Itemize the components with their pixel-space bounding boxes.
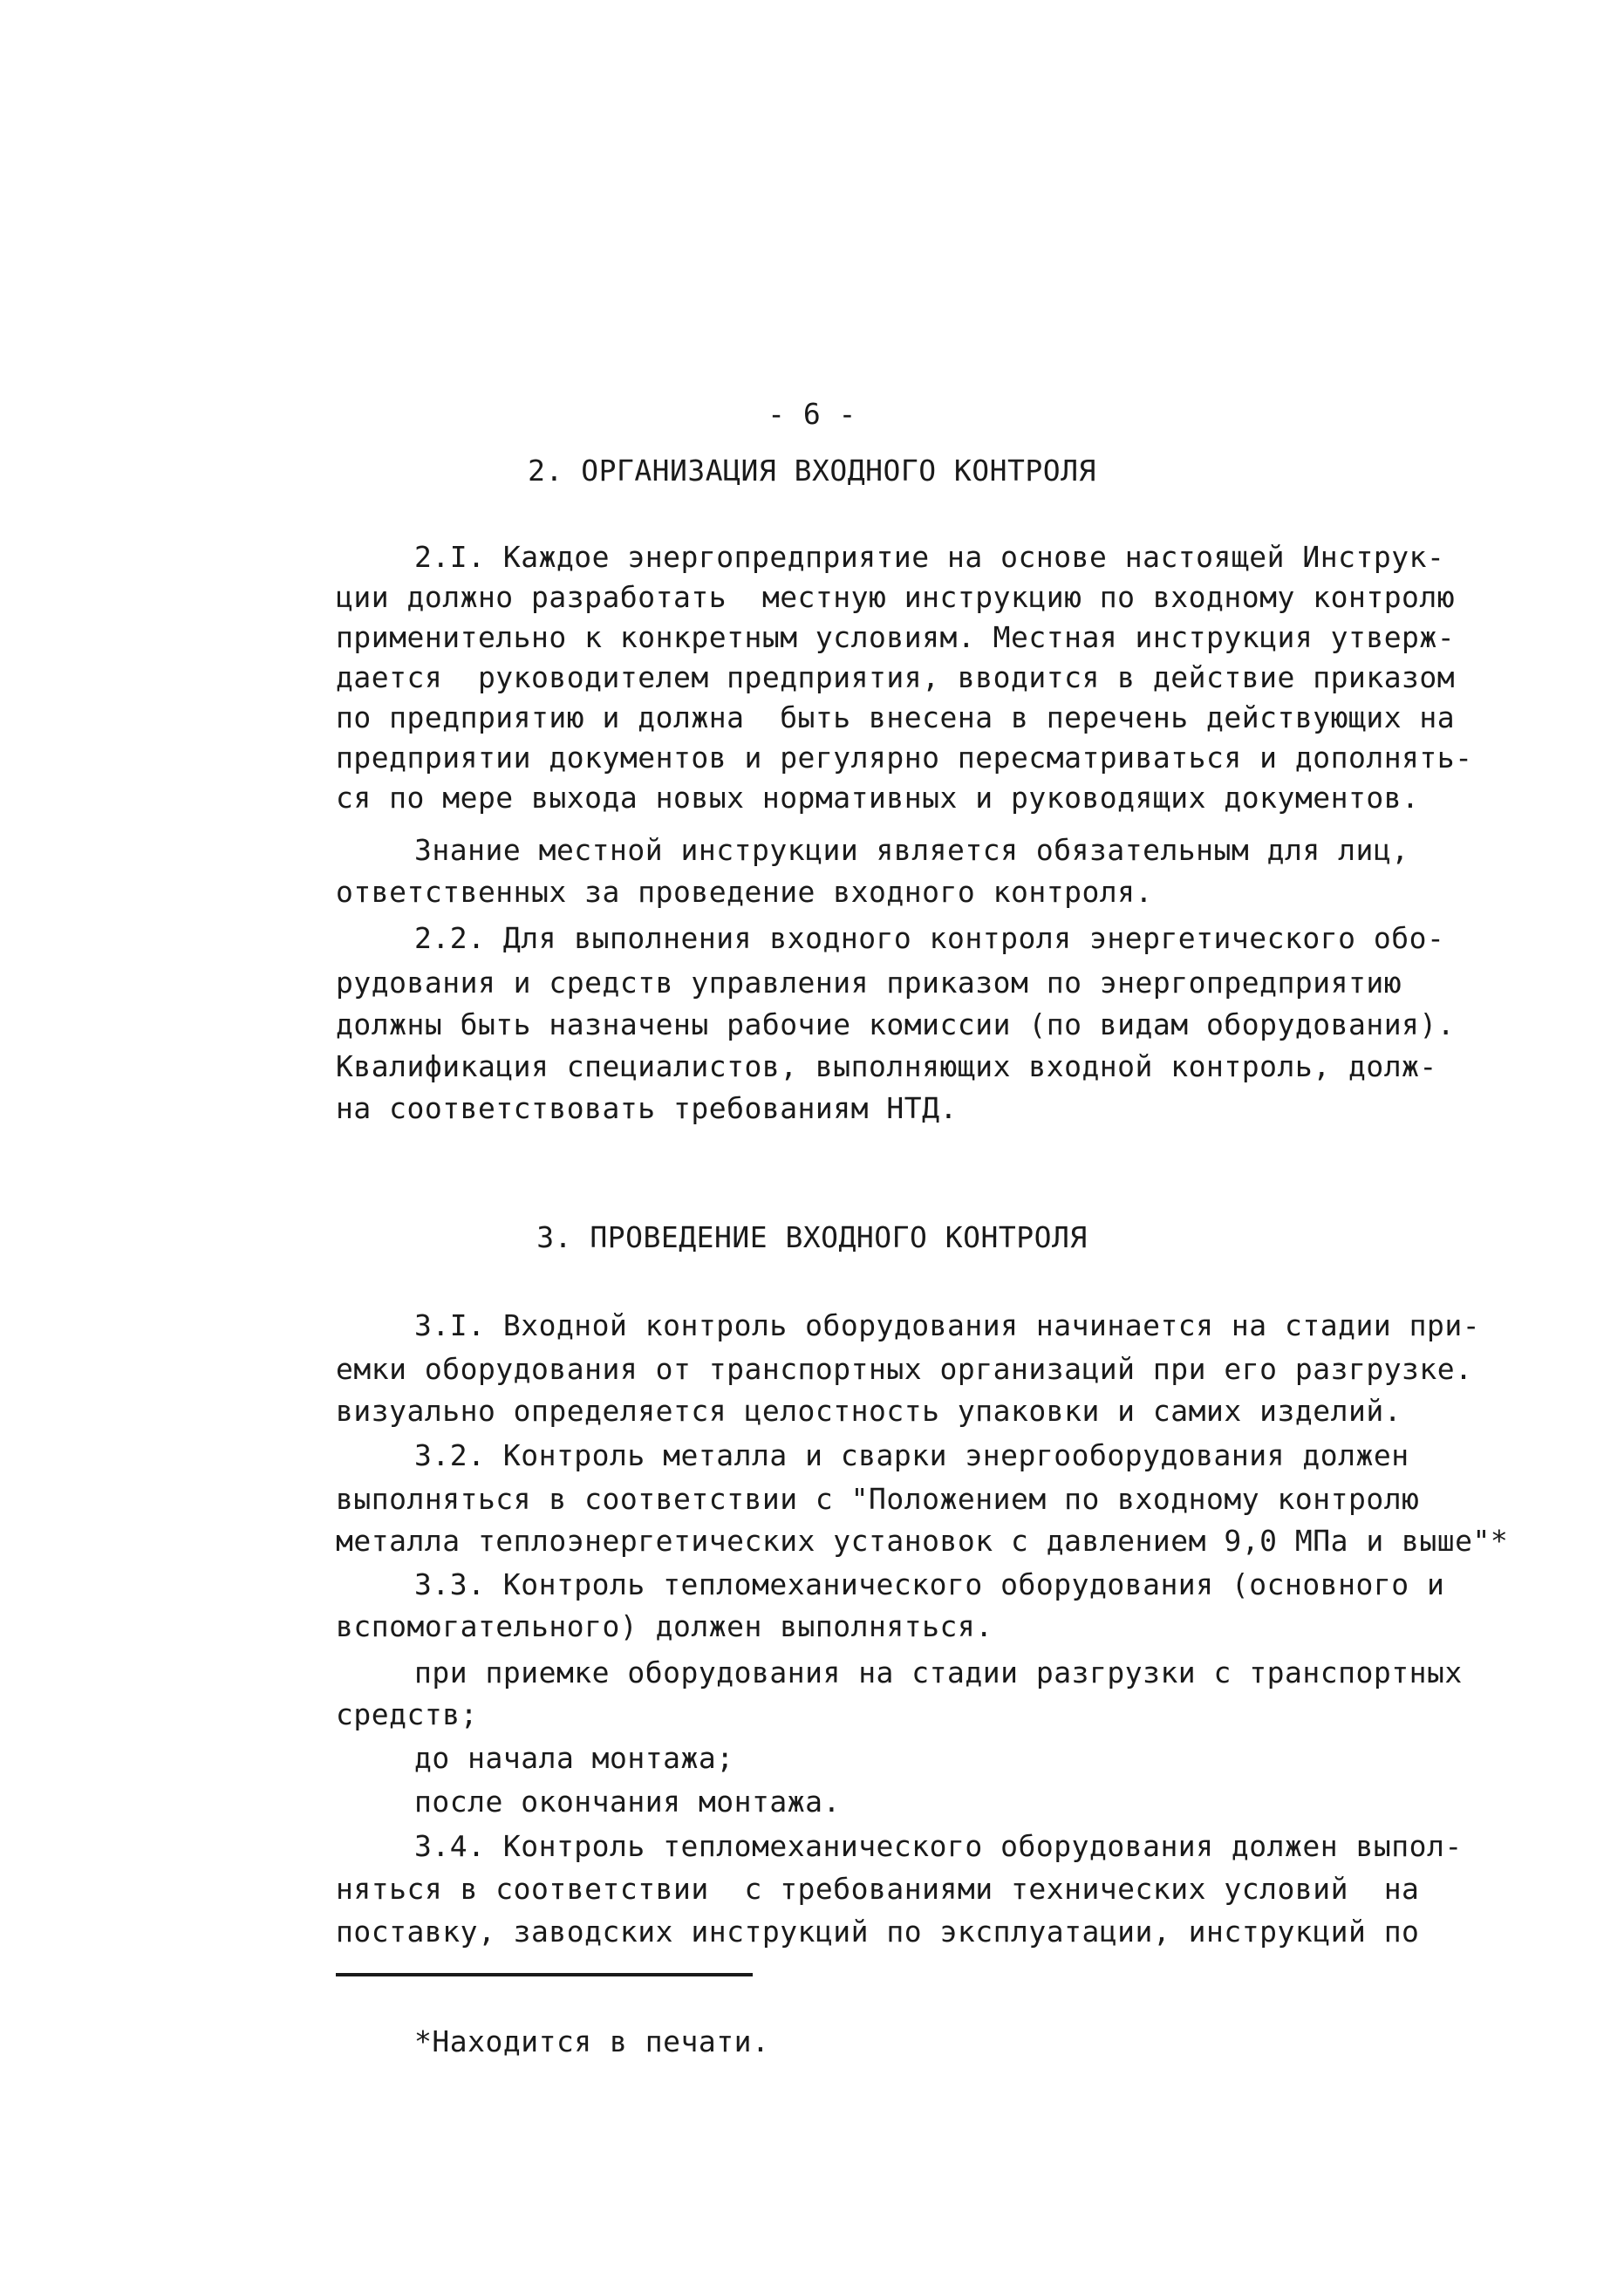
body-line: поставку, заводских инструкций по эксплуатации, инструкций по xyxy=(336,1915,1420,1949)
body-line: до начала монтажа; xyxy=(414,1741,734,1775)
footnote: *Находится в печати. xyxy=(414,2024,770,2058)
body-line: емки оборудования от транспортных организаций при его разгрузке. xyxy=(336,1352,1473,1386)
section-2-heading: 2. ОРГАНИЗАЦИЯ ВХОДНОГО КОНТРОЛЯ xyxy=(528,454,1096,488)
body-line: ответственных за проведение входного контроля. xyxy=(336,875,1153,909)
body-line: 3.2. Контроль металла и сварки энергооборудования должен xyxy=(414,1438,1409,1472)
body-line: средств; xyxy=(336,1697,478,1731)
body-line: вспомогательного) должен выполняться. xyxy=(336,1609,993,1643)
body-line: 2.I. Каждое энергопредприятие на основе настоящей Инструк- xyxy=(414,540,1445,574)
body-line: 3.I. Входной контроль оборудования начинается на стадии при- xyxy=(414,1308,1481,1342)
section-3-heading: 3. ПРОВЕДЕНИЕ ВХОДНОГО КОНТРОЛЯ xyxy=(536,1220,1088,1254)
body-line: дается руководителем предприятия, вводится в действие приказом xyxy=(336,660,1456,694)
body-line: няться в соответствии с требованиями технических условий на xyxy=(336,1872,1420,1906)
body-line: 3.3. Контроль тепломеханического оборудования (основного и xyxy=(414,1567,1445,1601)
body-line: рудования и средств управления приказом по энергопредприятию xyxy=(336,966,1402,1000)
body-line: на соответствовать требованиям НТД. xyxy=(336,1091,958,1125)
body-line: 2.2. Для выполнения входного контроля энергетического обо- xyxy=(414,921,1445,955)
page-number: - 6 - xyxy=(768,397,856,431)
body-line: предприятии документов и регулярно пересматриваться и дополнять- xyxy=(336,741,1473,775)
body-line: должны быть назначены рабочие комиссии (по видам оборудования). xyxy=(336,1007,1456,1041)
body-line: Квалификация специалистов, выполняющих входной контроль, долж- xyxy=(336,1049,1437,1083)
body-line: применительно к конкретным условиям. Местная инструкция утверж- xyxy=(336,620,1456,654)
body-line: Знание местной инструкции является обязательным для лиц, xyxy=(414,833,1409,867)
body-line: выполняться в соответствии с "Положением по входному контролю xyxy=(336,1482,1420,1516)
body-line: визуально определяется целостность упаковки и самих изделий. xyxy=(336,1394,1402,1428)
body-line: ции должно разработать местную инструкцию по входному контролю xyxy=(336,580,1456,614)
body-line: после окончания монтажа. xyxy=(414,1785,841,1819)
body-line: по предприятию и должна быть внесена в перечень действующих на xyxy=(336,700,1456,734)
body-line: металла теплоэнергетических установок с давлением 9,0 МПа и выше"* xyxy=(336,1524,1509,1558)
body-line: при приемке оборудования на стадии разгрузки с транспортных xyxy=(414,1655,1463,1690)
footnote-separator xyxy=(336,1973,753,1976)
body-line: ся по мере выхода новых нормативных и руководящих документов. xyxy=(336,781,1420,815)
body-line: 3.4. Контроль тепломеханического оборудования должен выпол- xyxy=(414,1829,1463,1863)
